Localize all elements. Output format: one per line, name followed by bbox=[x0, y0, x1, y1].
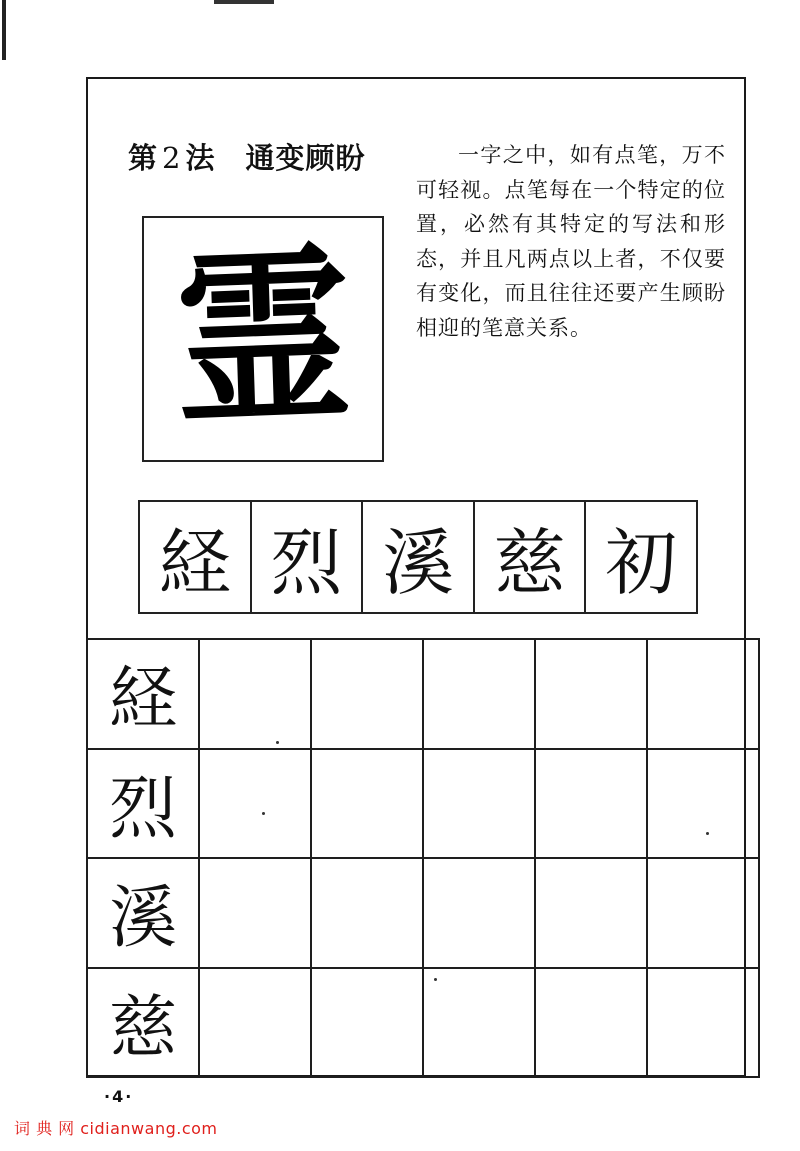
practice-cell bbox=[535, 749, 647, 859]
model-char: 慈 bbox=[87, 968, 199, 1078]
practice-cell bbox=[423, 968, 535, 1078]
sample-char: 経 bbox=[140, 502, 252, 612]
lesson-title-prefix: 第 bbox=[128, 141, 159, 175]
scan-speck bbox=[706, 832, 709, 835]
lesson-number: 2 bbox=[162, 141, 182, 175]
lesson-title-suffix: 法 bbox=[185, 141, 216, 175]
featured-char-box bbox=[142, 216, 384, 462]
scan-speck bbox=[276, 741, 279, 744]
lesson-title bbox=[128, 136, 366, 177]
practice-cell bbox=[535, 968, 647, 1078]
watermark: 词 典 网 cidianwang.com bbox=[14, 1119, 218, 1138]
featured-char: 霊 bbox=[172, 223, 354, 454]
page-edge-mark bbox=[2, 0, 6, 60]
page-number: ·4· bbox=[104, 1087, 134, 1106]
practice-cell bbox=[423, 858, 535, 968]
sample-char: 初 bbox=[605, 521, 678, 605]
model-char: 経 bbox=[87, 639, 199, 749]
practice-cell bbox=[535, 639, 647, 749]
model-char: 烈 bbox=[87, 749, 199, 859]
model-char: 溪 bbox=[87, 858, 199, 968]
sample-char: 溪 bbox=[363, 502, 475, 612]
practice-cell bbox=[199, 968, 311, 1078]
practice-grid bbox=[86, 638, 760, 1078]
practice-cell bbox=[423, 639, 535, 749]
practice-row bbox=[87, 968, 759, 1078]
sample-char-row bbox=[138, 500, 698, 614]
top-scan-mark bbox=[214, 0, 274, 4]
practice-row bbox=[87, 639, 759, 749]
practice-cell bbox=[647, 749, 759, 859]
scan-speck bbox=[262, 812, 265, 815]
intro-text: 一字之中，如有点笔，万不可轻视。点笔每在一个特定的位置，必然有其特定的写法和形态，并且凡两点以上者，不仅要有变化，而且往往还要产生顾盼相迎的笔意关系。 bbox=[416, 143, 726, 340]
practice-cell bbox=[199, 749, 311, 859]
practice-cell bbox=[647, 968, 759, 1078]
practice-cell bbox=[647, 639, 759, 749]
practice-cell bbox=[311, 749, 423, 859]
practice-cell bbox=[311, 639, 423, 749]
practice-cell bbox=[311, 858, 423, 968]
practice-cell bbox=[535, 858, 647, 968]
practice-cell bbox=[647, 858, 759, 968]
practice-cell bbox=[199, 639, 311, 749]
practice-cell bbox=[311, 968, 423, 1078]
scan-speck bbox=[434, 978, 437, 981]
sample-char: 烈 bbox=[252, 502, 364, 612]
practice-row bbox=[87, 858, 759, 968]
lesson-name: 通变顾盼 bbox=[245, 141, 366, 175]
practice-row bbox=[87, 749, 759, 859]
practice-cell bbox=[423, 749, 535, 859]
practice-cell bbox=[199, 858, 311, 968]
sample-char: 慈 bbox=[475, 502, 587, 612]
